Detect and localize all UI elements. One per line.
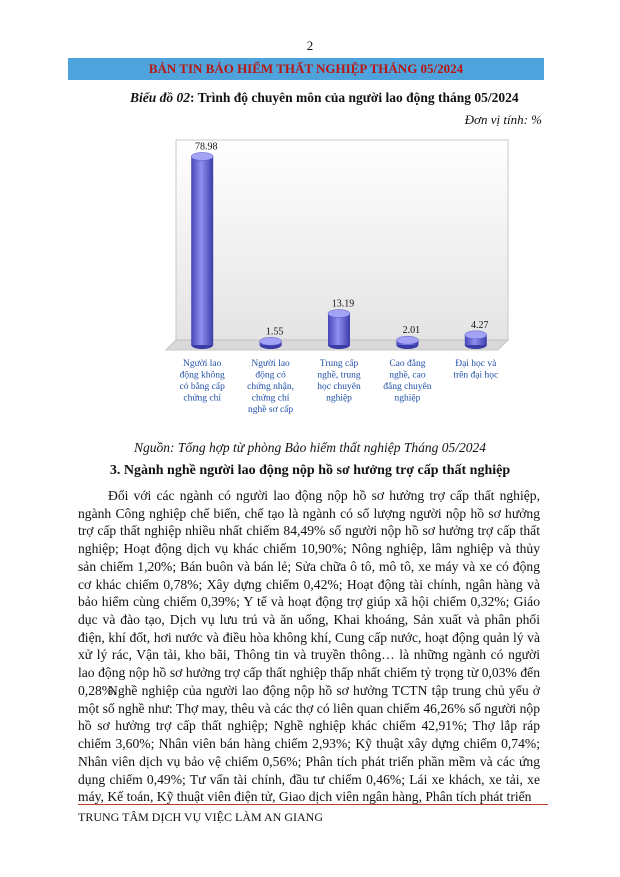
bar-value-label: 1.55 — [265, 326, 284, 338]
chart-title-label: Biểu đồ 02 — [130, 90, 191, 105]
category-label-line: nghề sơ cấp — [248, 405, 294, 415]
chart-title-text: : Trình độ chuyên môn của người lao động tháng 05/2024 — [190, 90, 519, 105]
category-label-line: Đại học và — [455, 359, 497, 369]
paragraph-occupations: Nghề nghiệp của người lao động nộp hồ sơ hưởng TCTN tập trung chủ yếu ở một số nghề như: Thợ may, thêu và các thợ có liên quan chiếm 46,26% số người nộp hồ sơ hưởng trợ cấp thất nghiệp; Nghề nghiệp khác chiếm 42,91%; Thợ lắp ráp chiếm 3,60%; Nhân viên bán hàng chiếm 2,93%; Kỹ thuật xây dựng chiếm 0,74%; Nhân viên dịch vụ bảo vệ chiếm 0,56%; Phân tích phát triển phần mềm và các ứng dụng chiếm 0,49%; Tư vấn tài chính, đầu tư chiếm 0,46%; Lái xe khách, xe tải, xe máy, Kế toán, Kỹ thuật viên điện tử, Giao dịch viên ngân hàng, Phân tích phát triển — [78, 683, 540, 805]
page-number: 2 — [306, 38, 314, 53]
category-label-line: chứng nhận, — [247, 382, 295, 392]
category-label-line: động có — [255, 370, 286, 381]
category-label-line: nghiệp — [394, 393, 421, 404]
category-label-line: đẳng chuyên — [383, 382, 432, 392]
bar-value-label: 2.01 — [402, 325, 421, 337]
chart-bar — [328, 310, 350, 349]
category-label-line: nghiệp — [326, 393, 352, 404]
bar-value-label: 4.27 — [471, 319, 489, 331]
bar-value-label: 78.98 — [194, 141, 218, 153]
footer-divider — [78, 804, 548, 805]
unit-note: Đơn vị tính: % — [464, 112, 542, 127]
category-label-line: chứng chỉ — [183, 393, 222, 404]
bar-chart — [116, 130, 516, 430]
category-label-line: Người lao — [251, 359, 290, 369]
bar-top — [396, 336, 418, 344]
category-label-line: chứng chỉ — [251, 393, 290, 404]
category-label-line: động không — [179, 370, 225, 381]
newsletter-banner: BẢN TIN BẢO HIỂM THẤT NGHIỆP THÁNG 05/2024 — [68, 58, 544, 80]
section-heading: 3. Ngành nghề người lao động nộp hồ sơ hưởng trợ cấp thất nghiệp — [109, 463, 511, 478]
chart-bar — [191, 152, 213, 349]
chart-bar — [465, 331, 487, 349]
category-label — [247, 359, 294, 415]
chart-title — [130, 90, 519, 106]
bar-body — [191, 156, 213, 345]
bar-top — [191, 152, 213, 160]
category-label-line: có bằng cấp — [179, 382, 225, 392]
bar-value-label: 13.19 — [331, 298, 355, 310]
category-label — [453, 359, 498, 381]
chart-bar — [396, 336, 418, 349]
footer-text: TRUNG TÂM DỊCH VỤ VIỆC LÀM AN GIANG — [78, 810, 324, 824]
bar-top — [328, 310, 350, 318]
paragraph-industries: Đối với các ngành có người lao động nộp hồ sơ hưởng trợ cấp thất nghiệp, ngành Công nghiệp chế biến, chế tạo là ngành có số lượng người nộp hồ sơ hưởng trợ cấp thất nghiệp nhiều nhất chiếm 84,49% số người nộp hồ sơ hưởng trợ cấp thất nghiệp; Hoạt động dịch vụ khác chiếm 10,90%; Nông nghiệp, lâm nghiệp và thủy sản chiếm 1,20%; Bán buôn và bán lẻ; Sửa chữa ô tô, mô tô, xe máy và xe có động cơ khác chiếm 0,78%; Xây dựng chiếm 0,42%; Hoạt động tài chính, ngân hàng và bảo hiểm cùng chiếm 0,39%; Y tế và hoạt động trợ giúp xã hội chiếm 0,32%; Giáo dục và đào tạo, Dịch vụ lưu trú và ăn uống, Khai khoáng, Sản xuất và phân phối điện, khí đốt, hơi nước và điều hòa không khí, Cung cấp nước, hoạt động quản lý và xử lý rác, Vận tải, kho bãi, Thông tin và truyền thông… là những ngành có người lao động nộp hồ sơ hưởng trợ cấp thất nghiệp thấp nhất chiếm tỷ trọng từ 0,03% đến 0,28%. — [78, 488, 540, 698]
bar-body — [328, 314, 350, 345]
category-label-line: nghề, trung — [317, 370, 361, 381]
category-label — [383, 358, 432, 404]
category-label-line: Người lao — [182, 359, 222, 369]
category-label-line: học chuyên — [317, 382, 361, 392]
chart-bar — [260, 337, 282, 349]
category-label — [180, 359, 226, 404]
category-label — [317, 358, 361, 404]
category-label-line: Cao đẳng — [389, 359, 426, 369]
bar-top — [260, 337, 282, 345]
category-label-line: trên đại học — [453, 370, 499, 381]
chart-source: Nguồn: Tổng hợp từ phòng Bảo hiểm thất nghiệp Tháng 05/2024 — [133, 440, 487, 455]
category-label-line: Trung cấp — [319, 359, 359, 369]
category-label-line: nghề, cao — [389, 370, 426, 381]
bar-top — [465, 331, 487, 339]
